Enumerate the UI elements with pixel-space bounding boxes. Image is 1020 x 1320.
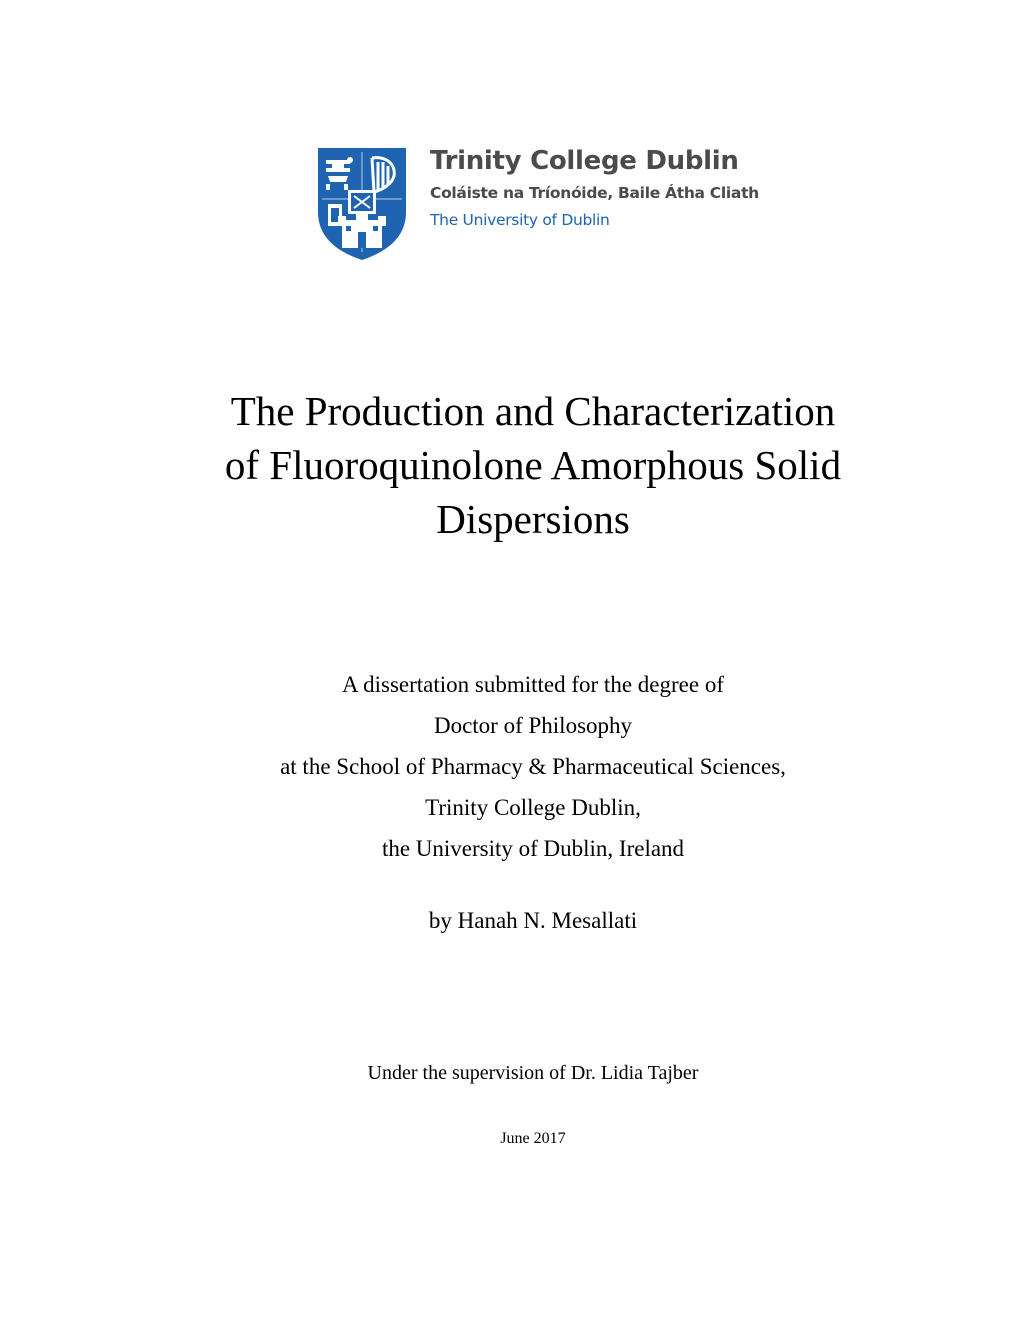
submission-date: June 2017 [500,1130,566,1147]
submission-line: at the School of Pharmacy & Pharmaceutical Sciences, [280,754,786,779]
author-line: by Hanah N. Mesallati [428,908,638,933]
university-name: The University of Dublin [430,211,610,229]
submission-line: Doctor of Philosophy [433,713,633,738]
submission-statement [110,664,956,869]
university-logo [316,146,759,262]
submission-line: A dissertation submitted for the degree of [342,672,724,697]
title-line: of Fluoroquinolone Amorphous Solid [224,442,842,488]
crest-icon [316,146,408,262]
submission-line: the University of Dublin, Ireland [381,836,685,861]
thesis-title [110,384,956,546]
institution-name: Trinity College Dublin [430,146,739,176]
supervisor-line: Under the supervision of Dr. Lidia Tajber [367,1062,699,1084]
submission-line: Trinity College Dublin, [425,795,641,820]
title-line: The Production and Characterization [230,388,836,434]
institution-irish-name: Coláiste na Tríonóide, Baile Átha Cliath [430,184,759,202]
title-line: Dispersions [436,496,630,542]
